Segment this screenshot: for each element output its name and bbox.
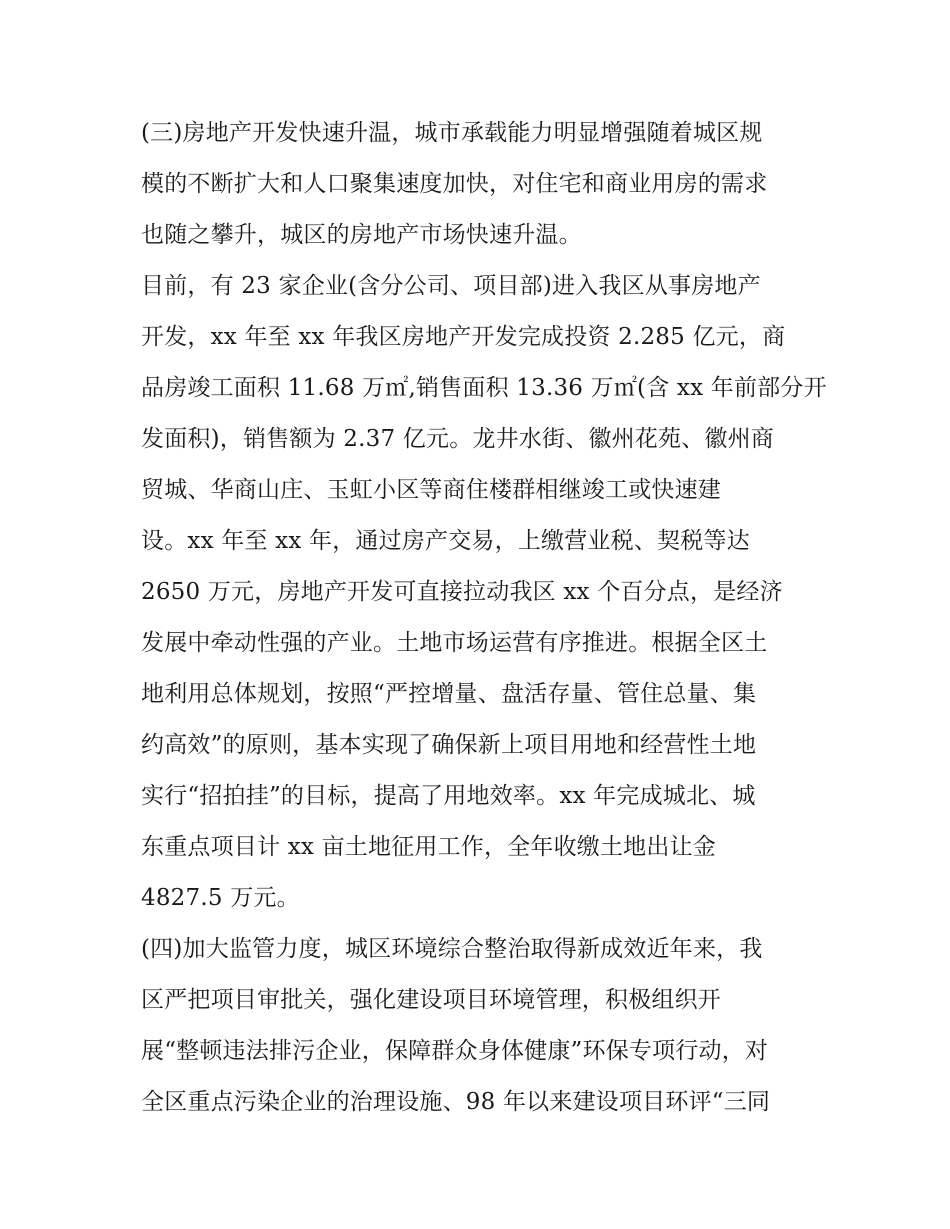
text-line: 开发，xx 年至 xx 年我区房地产开发完成投资 2.285 亿元，商 (141, 324, 786, 350)
text-line: 模的不断扩大和人口聚集速度加快，对住宅和商业用房的需求 (141, 171, 768, 197)
text-line: 也随之攀升，城区的房地产市场快速升温。 (141, 222, 582, 248)
text-line: 全区重点污染企业的治理设施、98 年以来建设项目环评“三同 (141, 1089, 771, 1115)
text-line: 4827.5 万元。 (141, 885, 300, 911)
body-text (141, 108, 827, 1128)
text-line: 发面积)，销售额为 2.37 亿元。龙井水街、徽州花苑、徽州商 (141, 426, 775, 452)
text-line: 地利用总体规划，按照“严控增量、盘活存量、管住总量、集 (141, 681, 757, 707)
text-line: 品房竣工面积 11.68 万㎡,销售面积 13.36 万㎡(含 xx 年前部分开 (141, 375, 827, 401)
text-line: 约高效”的原则，基本实现了确保新上项目用地和经营性土地 (141, 732, 757, 758)
text-line: 设。xx 年至 xx 年，通过房产交易，上缴营业税、契税等达 (141, 528, 750, 554)
text-line: 发展中牵动性强的产业。土地市场运营有序推进。根据全区土 (141, 630, 768, 656)
text-line: 展“整顿违法排污企业，保障群众身体健康”环保专项行动，对 (141, 1038, 769, 1064)
text-line: 2650 万元，房地产开发可直接拉动我区 xx 个百分点，是经济 (141, 579, 783, 605)
text-line: (三)房地产开发快速升温，城市承载能力明显增强随着城区规 (141, 120, 763, 146)
text-line: 区严把项目审批关，强化建设项目环境管理，积极组织开 (141, 987, 721, 1013)
text-line: 实行“招拍挂”的目标，提高了用地效率。xx 年完成城北、城 (141, 783, 756, 809)
text-line: 贸城、华商山庄、玉虹小区等商住楼群相继竣工或快速建 (141, 477, 721, 503)
text-line: 目前，有 23 家企业(含分公司、项目部)进入我区从事房地产 (141, 273, 761, 299)
text-line: 东重点项目计 xx 亩土地征用工作，全年收缴土地出让金 (141, 834, 716, 860)
text-line: (四)加大监管力度，城区环境综合整治取得新成效近年来，我 (141, 936, 763, 962)
